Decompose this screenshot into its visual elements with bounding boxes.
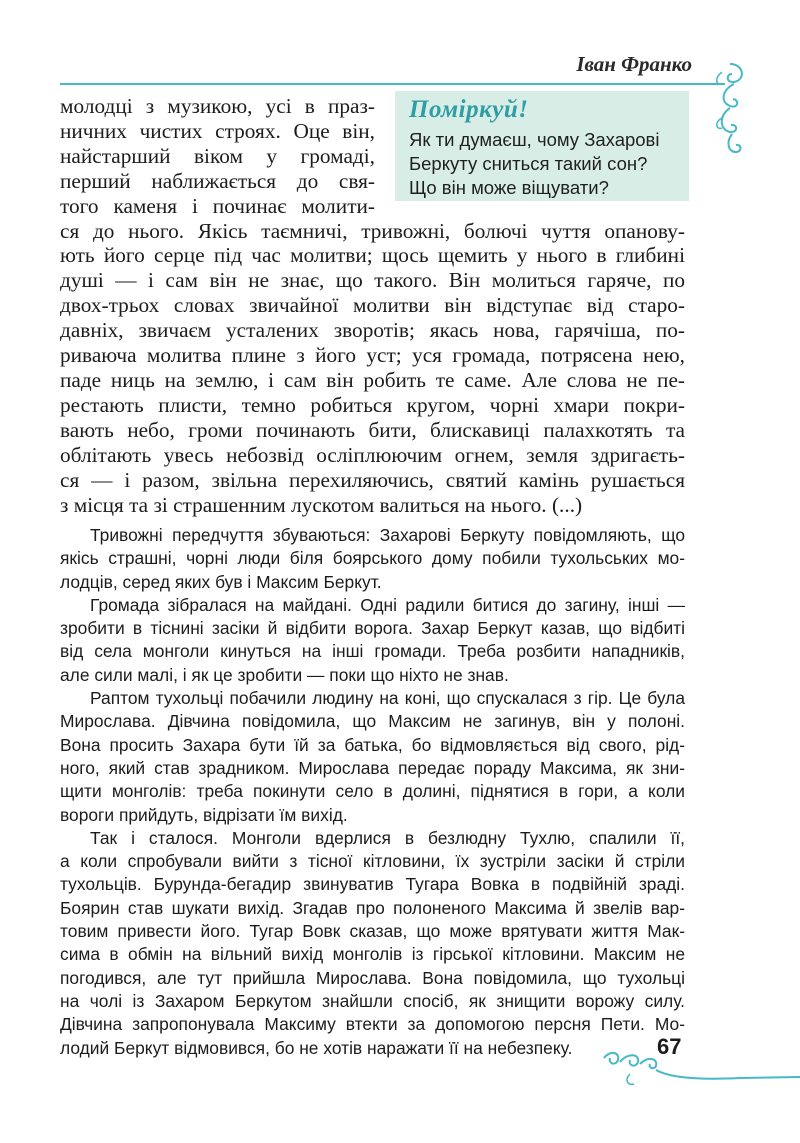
summary-line: а коли спробували вийти з тісної кітловини, їх зустріли засіки й стріли <box>60 851 685 872</box>
summary-line: Так і сталося. Монголи вдерлися в безлюдну Тухлю, спалили її, <box>90 827 685 848</box>
summary-line: щити монголів: треба покинути село в долині, піднятися в гори, а коли <box>60 781 685 802</box>
think-box-line: Як ти думаєш, чому Захарові <box>409 129 660 150</box>
summary-line: від села монголи кинуться на інші громади. Треба розбити нападників, <box>60 641 685 662</box>
poem-line: рестають плисти, темно робиться кругом, чорні хмари покри- <box>60 392 685 417</box>
summary-line: сима в обмін на вільний вихід монголів із гірської кітловини. Максим не <box>60 944 685 965</box>
bottom-swirl-ornament <box>600 1040 800 1100</box>
summary-line: Мирослава. Дівчина повідомила, що Максим не загинув, він у полоні. <box>60 711 685 732</box>
poem-line: облітають увесь небозвід осліплюючим огнем, земля здригаєть- <box>60 442 685 467</box>
poem-line: найстарший віком у громаді, <box>60 143 375 168</box>
poem-line: паде ниць на землю, і сам він робить те саме. Але слова не пе- <box>60 367 685 392</box>
think-box-line: Беркуту сниться такий сон? <box>409 153 648 174</box>
summary-line: Тривожні передчуття збуваються: Захарові Беркуту повідомляють, що <box>90 525 685 545</box>
summary-line: ного, який став зрадником. Мирослава передає пораду Максима, як зни- <box>60 757 685 778</box>
poem-line: того каменя і починає молити- <box>60 193 375 218</box>
summary-line: зробити в тіснині засіки й відбити ворога. Захар Беркут казав, що відбиті <box>60 618 685 639</box>
poem-line: вають небо, громи починають бити, блискавиці палахкотять та <box>60 417 685 442</box>
poem-line: ють його серце під час молитви; щось щемить у нього в глибині <box>60 243 685 268</box>
summary-line: вороги прийдуть, відрізати їм вихід. <box>60 804 348 825</box>
header-author: Іван Франко <box>576 52 692 76</box>
summary-line: Дівчина запропонувала Максиму втекти за допомогою персня Пети. Мо- <box>60 1014 685 1035</box>
poem-line: ся — і разом, звільна перехиляючись, святий камінь рушається <box>60 467 685 492</box>
poem-excerpt <box>60 94 685 517</box>
poem-line: перший наближається до свя- <box>60 168 375 193</box>
top-right-swirl-ornament <box>700 60 760 160</box>
poem-line: молодці з музикою, усі в праз- <box>60 94 375 118</box>
summary-line: якісь страшні, чорні люди біля боярського дому побили тухольських мо- <box>60 548 685 569</box>
poem-line: ся до нього. Якісь таємничі, тривожні, болючі чуття опанову- <box>60 218 685 243</box>
summary-line: лодців, серед яких був і Максим Беркут. <box>60 571 382 592</box>
think-box-title: Поміркуй! <box>409 96 529 123</box>
summary-line: Вона просить Захара бути їй за батька, бо відмовляється від свого, рід- <box>60 734 685 755</box>
summary-text <box>60 524 685 1060</box>
summary-line: Громада зібралася на майдані. Одні радили битися до загину, інші — <box>90 594 685 615</box>
summary-line: товим привести його. Тугар Вовк сказав, що може врятувати життя Мак- <box>60 921 685 942</box>
poem-line: давніх, звичаєм усталених зворотів; якась нова, гарячіша, по- <box>60 318 685 343</box>
summary-line: тухольців. Бурунда-бегадир звинуватив Тугара Вовка в подвійній зраді. <box>60 874 685 895</box>
poem-line: з місця та зі страшенним лускотом валиться на нього. (...) <box>60 492 583 517</box>
summary-line: на чолі із Захаром Беркутом знайшли спосіб, як знищити ворожу силу. <box>60 990 685 1011</box>
summary-line: погодився, але тут прийшла Мирослава. Вона повідомила, що тухольці <box>60 967 685 988</box>
summary-line: лодий Беркут відмовився, бо не хотів наражати її на небезпеку. <box>60 1037 573 1058</box>
page-number: 67 <box>657 1034 682 1059</box>
poem-line: ничних чистих строях. Оце він, <box>60 118 375 143</box>
header-rule <box>60 83 725 85</box>
summary-line: але сили малі, і як це зробити — поки що ніхто не знав. <box>60 664 509 685</box>
poem-line: риваюча молитва плине з його уст; уся громада, потрясена нею, <box>60 343 685 368</box>
summary-line: Раптом тухольці побачили людину на коні, що спускалася з гір. Це була <box>90 688 685 709</box>
summary-line: Боярин став шукати вихід. Згадав про полоненого Максима й звелів вар- <box>60 897 685 918</box>
poem-line: душі — і сам він не знає, що такого. Він молиться гаряче, по <box>60 268 685 293</box>
poem-line: двох-трьох словах звичайної молитви він відступає від старо- <box>60 293 685 318</box>
think-box-line: Що він може віщувати? <box>409 177 609 198</box>
